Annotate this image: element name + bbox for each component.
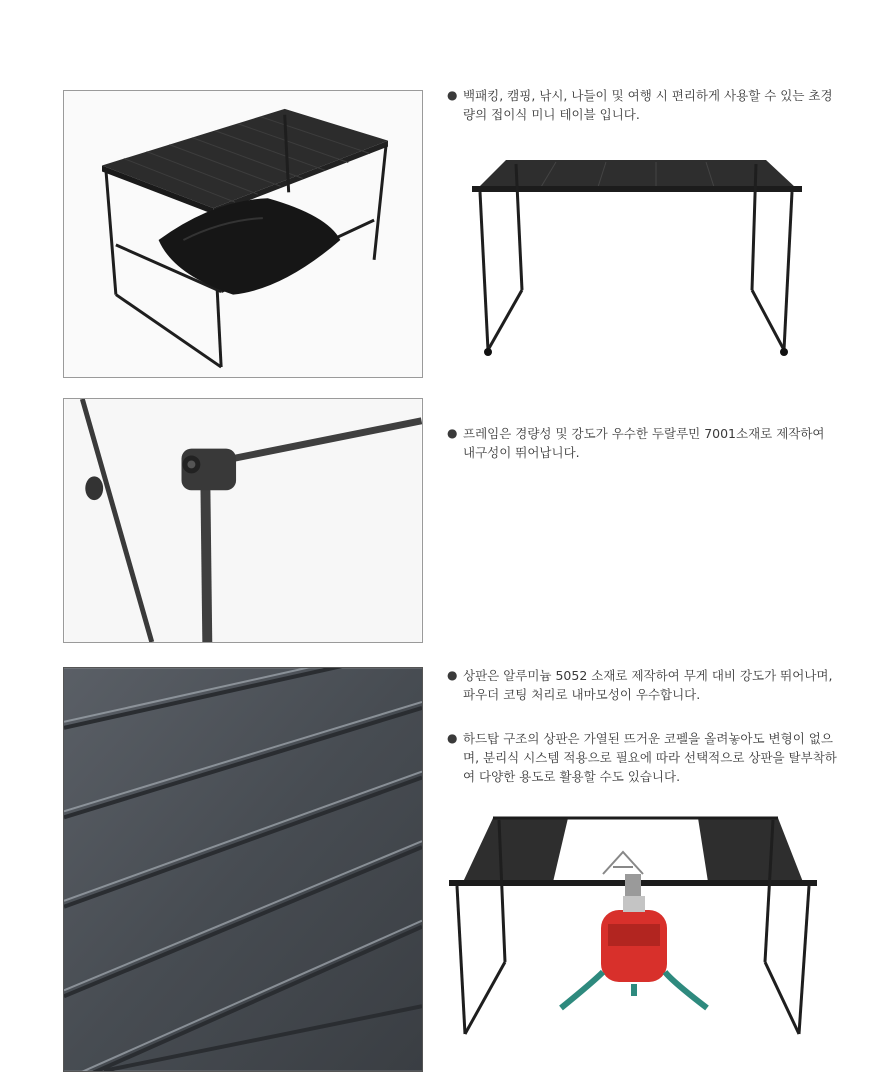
- table-side-view-image: [466, 150, 806, 365]
- split-table-with-stove-image: [443, 812, 823, 1044]
- feature-bullet-2: [447, 424, 838, 462]
- frame-joint-closeup-photo: [63, 398, 423, 643]
- feature-text: 백패킹, 캠핑, 낚시, 나들이 및 여행 시 편리하게 사용할 수 있는 초경량의 접이식 미니 테이블 입니다.: [463, 88, 833, 122]
- bullet-dot: ●: [447, 88, 458, 102]
- bullet-dot: ●: [447, 731, 458, 745]
- feature-text: 상판은 알루미늄 5052 소재로 제작하여 무게 대비 강도가 뛰어나며, 파우더 코팅 처리로 내마모성이 우수합니다.: [463, 668, 833, 702]
- frame-joint-illustration: [64, 399, 422, 642]
- feature-bullet-3: [447, 666, 838, 704]
- feature-bullet-4: [447, 729, 838, 786]
- table-with-bag-illustration: [64, 91, 422, 377]
- aluminum-plate-illustration: [64, 668, 422, 1071]
- table-side-view-illustration: [466, 150, 806, 365]
- feature-text: 하드탑 구조의 상판은 가열된 뜨거운 코펠을 올려놓아도 변형이 없으며, 분리식 시스템 적용으로 필요에 따라 선택적으로 상판을 탈부착하여 다양한 용도로 활용할 수도 있습니다.: [463, 731, 837, 784]
- bullet-dot: ●: [447, 668, 458, 682]
- feature-bullet-1: [447, 86, 838, 124]
- aluminum-plate-closeup-photo: [63, 667, 423, 1072]
- feature-text: 프레임은 경량성 및 강도가 우수한 두랄루민 7001소재로 제작하여 내구성이 뛰어납니다.: [463, 426, 825, 460]
- table-with-bag-photo: [63, 90, 423, 378]
- split-table-with-stove-illustration: [443, 812, 823, 1044]
- bullet-dot: ●: [447, 426, 458, 440]
